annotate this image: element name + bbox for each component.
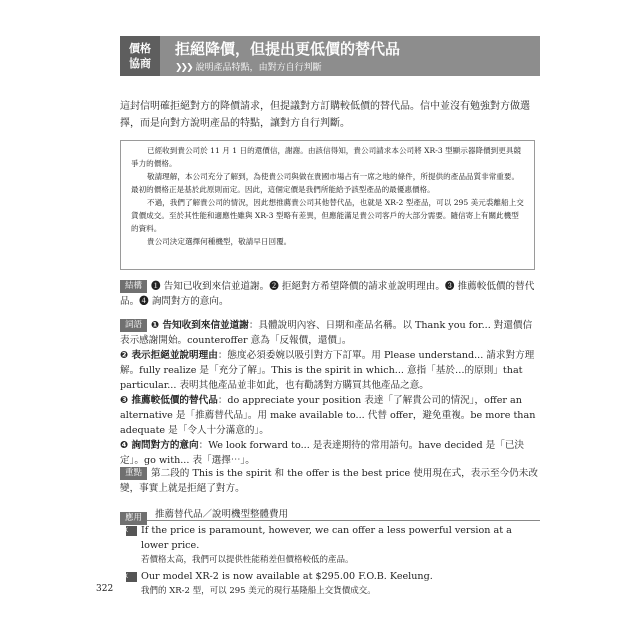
letter-paragraph: 已經收到貴公司於 11 月 1 日的還價信，謝謝。由該信得知，貴公司請求本公司將 XR-3 型顯示器降價到更具競爭力的價格。 <box>131 146 522 168</box>
expression-text-1: ：具體說明內容、日期和產品名稱。以 Thank you for... 對還價信表示感謝開始。counteroffer 意為「反報價，還價」。 <box>120 320 533 346</box>
example-item <box>120 523 536 568</box>
example-english <box>120 569 536 584</box>
expression-heading-2: ❷ 表示拒絕並說明理由 <box>120 350 218 361</box>
intro-paragraph: 這封信明確拒絕對方的降價請求，但提議對方訂購較低價的替代品。信中並沒有勉強對方做選擇，而是向對方說明產品的特點，讓對方自行判斷。 <box>120 101 530 129</box>
structure-text: ❶ 告知已收到來信並道謝。❷ 拒絕對方希望降價的請求並說明理由。❸ 推薦較低價的替代品。❹ 詢問對方的意向。 <box>120 281 535 307</box>
example-english <box>120 523 536 553</box>
expressions-tag: 詞語 <box>120 319 147 332</box>
triple-chevron-icon: ❯❯❯ <box>175 63 192 73</box>
example-icon: EX <box>126 572 137 582</box>
expression-text-4: ：We look forward to... 是表達期待的常用語句。have decided 是「已決定」。go with... 表「選擇⋯」。 <box>120 440 525 466</box>
keypoint-section <box>120 466 540 496</box>
badge-line-1: 價格 <box>129 42 151 55</box>
application-title: 推薦替代品／說明機型整體費用 <box>155 509 289 520</box>
expression-item-3 <box>120 393 540 438</box>
expression-heading-4: ❹ 詢問對方的意向 <box>120 440 199 451</box>
page-subtitle <box>175 60 322 73</box>
expression-item-1 <box>120 318 540 348</box>
example-translation: 若價格太高，我們可以提供性能稍差但價格較低的產品。 <box>141 555 354 565</box>
page-number: 322 <box>96 584 114 594</box>
category-badge <box>120 36 160 76</box>
subtitle-text: 說明產品特點，由對方自行判斷 <box>195 63 322 73</box>
expression-heading-1: ❶ 告知收到來信並道謝 <box>151 320 249 331</box>
keypoint-tag: 重點 <box>120 467 147 480</box>
application-tag: 應用 <box>120 512 147 525</box>
structure-section <box>120 279 540 309</box>
expression-text-3: ：do appreciate your position 表達「了解貴公司的情況」，offer an alternative 是「推薦替代品」。用 make available to... 代替 offer，避免重複。be more than adequate 是「令人十分滿意的」。 <box>120 395 536 436</box>
letter-paragraph: 敬請理解，本公司充分了解到，為使貴公司與做在貴國市場占有一席之地的條件，所提供的產品品質非常重要。最初的價格正是基於此原則而定。因此，這個定價是我們所能給予該型產品的最優惠價格。 <box>131 172 520 194</box>
letter-paragraph: 貴公司決定選擇何種機型，敬請早日回覆。 <box>147 237 292 246</box>
example-translation: 我們的 XR-2 型，可以 295 美元的現行基隆船上交貨價成交。 <box>141 586 376 596</box>
example-icon: EX <box>126 526 137 536</box>
expression-item-4 <box>120 438 540 468</box>
expression-text-2: ：態度必須委婉以吸引對方下訂單。用 Please understand... 請求對方理解。fully realize 是「充分了解」。This is the spirit in which... 意指「基於…的原則」that particular... 表明其他產品並非如此，也有勸誘對方購買其他產品之意。 <box>120 350 535 391</box>
example-english-text: If the price is paramount, however, we can offer a less powerful version at a lower price. <box>141 525 512 551</box>
structure-tag: 結構 <box>120 280 147 293</box>
badge-line-2: 協商 <box>129 57 151 70</box>
page-title: 拒絕降價，但提出更低價的替代品 <box>175 40 401 58</box>
keypoint-text: 第二段的 This is the spirit 和 the offer is the best price 使用現在式，表示至今仍未改變，事實上就是拒絕了對方。 <box>120 468 538 494</box>
example-item <box>120 569 536 599</box>
expression-item-2 <box>120 348 540 393</box>
example-english-text: Our model XR-2 is now available at $295.00 F.O.B. Keelung. <box>141 571 433 582</box>
expression-heading-3: ❸ 推薦較低價的替代品 <box>120 395 218 406</box>
expressions-section <box>120 318 540 468</box>
sample-letter-box <box>120 140 535 270</box>
letter-paragraph: 不過，我們了解貴公司的情況，因此想推薦貴公司其他替代品，也就是 XR-2 型產品，可以 295 美元裘離船上交貨價成交。至於其性能和適應性雖與 XR-3 型略有差異，但應能滿足貴公司客戶的大部分需要。隨信寄上有關此機型的資料。 <box>131 198 524 233</box>
